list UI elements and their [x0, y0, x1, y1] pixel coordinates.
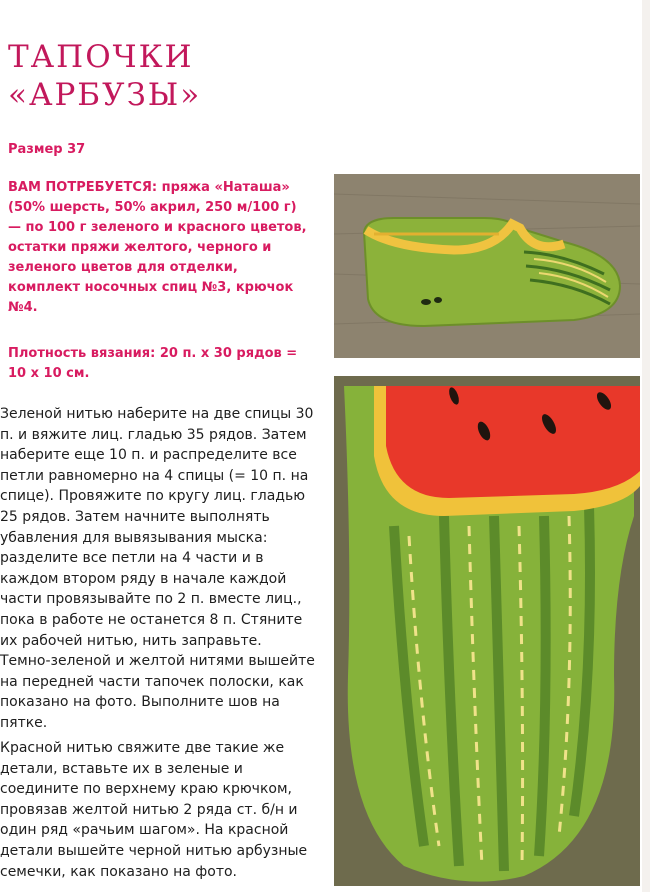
slipper-side-photo [334, 174, 640, 358]
page-title [8, 38, 201, 114]
instructions-paragraph-2: Красной нитью свяжите две такие же детали, вставьте их в зеленые и соедините по верхнему краю крючком, провязав желтой нитью 2 ряда ст. б/н и один ряд «рачьим шагом». На красной детали вышейте черной нитью арбузные семечки, как показано на фото. [0, 740, 308, 880]
gauge-info: Плотность вязания: 20 п. х 30 рядов = 10 х 10 см. [8, 346, 298, 381]
size-label: Размер 37 [8, 142, 86, 157]
materials-list: ВАМ ПОТРЕБУЕТСЯ: пряжа «Наташа» (50% шерсть, 50% акрил, 250 м/100 г) — по 100 г зеленого и красного цветов, остатки пряжи желтого, черного и зеленого цветов для отделки, комплект носочных спиц №3, крючок №4. [8, 180, 307, 315]
slipper-top-photo [334, 376, 640, 886]
title-line-1: ТАПОЧКИ [8, 39, 194, 75]
page-edge [642, 0, 650, 892]
title-line-2: «АРБУЗЫ» [8, 77, 202, 113]
instructions-paragraph-1: Зеленой нитью наберите на две спицы 30 п. и вяжите лиц. гладью 35 рядов. Затем наберите еще 10 п. и распределите все петли равномерно на 4 спицы (= 10 п. на спице). Провяжите по кругу лиц. гладью 25 рядов. Затем начните выполнять убавления для вывязывания мыска: разделите все петли на 4 части и в каждом втором ряду в начале каждой части провязывайте по 2 п. вместе лиц., пока в работе не останется 8 п. Стяните их рабочей нитью, нить заправьте. Темно-зеленой и желтой нитями вышейте на передней части тапочек полоски, как показано на фото. Выполните шов на пятке. [0, 406, 315, 731]
